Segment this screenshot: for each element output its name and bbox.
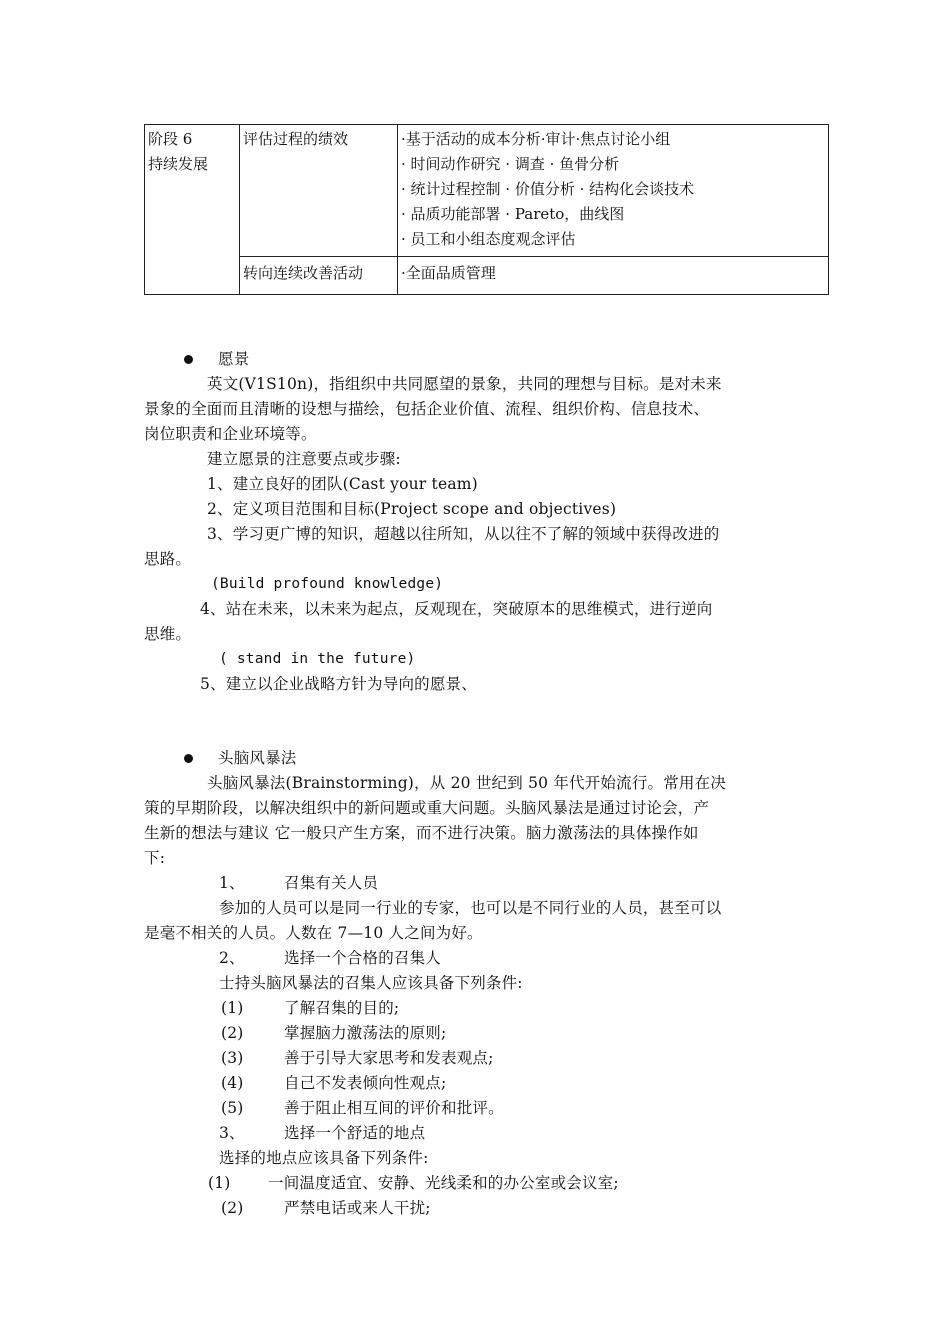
sub-number: (1) [221, 999, 244, 1017]
list-number: 3、 [219, 1124, 245, 1142]
section-heading: 头脑风暴法 [218, 749, 297, 767]
list-item: 选择一个舒适的地点 [284, 1124, 426, 1142]
step-cell: 转向连续改善活动 [240, 257, 398, 295]
paragraph-line: 士持头脑风暴法的召集人应该具备下列条件: [219, 974, 523, 992]
sub-item: 一间温度适宜、安静、光线柔和的办公室或会议室; [268, 1174, 619, 1192]
paragraph-line: 头脑风暴法(Brainstorming)，从 20 世纪到 50 年代开始流行。常用在决 [207, 774, 727, 792]
sub-item: 了解召集的目的; [284, 999, 400, 1017]
stage-table [144, 124, 829, 295]
sub-item: 善于引导大家思考和发表观点; [284, 1049, 494, 1067]
sub-number: (4) [221, 1074, 244, 1092]
list-number: 1、 [219, 874, 245, 892]
tool-line: · 时间动作研究 · 调查 · 鱼骨分析 [401, 155, 620, 173]
paragraph-line: 是毫不相关的人员。人数在 7—10 人之间为好。 [144, 924, 483, 942]
sub-item: 掌握脑力激荡法的原则; [284, 1024, 447, 1042]
sub-number: (2) [221, 1024, 244, 1042]
sub-number: (3) [221, 1049, 244, 1067]
tools-cell: ·全面品质管理 [398, 257, 829, 295]
tools-cell [398, 125, 829, 257]
list-item: 思路。 [144, 550, 192, 568]
list-item: 召集有关人员 [284, 874, 379, 892]
sub-item: 严禁电话或来人干扰; [284, 1199, 431, 1217]
list-item: 选择一个合格的召集人 [284, 949, 442, 967]
paragraph-line: 岗位职责和企业环境等。 [144, 425, 317, 443]
step-cell: 评估过程的绩效 [240, 125, 398, 257]
sub-number: (5) [221, 1099, 244, 1117]
stage-name: 持续发展 [148, 155, 209, 173]
sub-item: 善于阻止相互间的评价和批评。 [284, 1099, 504, 1117]
table-row [145, 125, 829, 257]
list-item: 5、建立以企业战略方针为导向的愿景、 [200, 675, 477, 693]
list-item: 1、建立良好的团队(Cast your team) [207, 475, 478, 493]
english-note: ( stand in the future) [219, 651, 416, 667]
paragraph-line: 英文(V1S10n)，指组织中共同愿望的景象，共同的理想与目标。是对未来 [207, 375, 722, 393]
list-item: 思维。 [144, 625, 192, 643]
tool-line: · 员工和小组态度观念评估 [401, 230, 576, 248]
paragraph-line: 建立愿景的注意要点或步骤: [207, 450, 401, 468]
sub-number: (2) [221, 1199, 244, 1217]
paragraph-line: 景象的全面而且清晰的设想与描绘，包括企业价值、流程、组织价构、信息技术、 [144, 400, 710, 418]
stage-cell [145, 125, 240, 295]
sub-number: (1) [208, 1174, 231, 1192]
list-item: 4、站在未来，以未来为起点，反观现在，突破原本的思维模式，进行逆向 [200, 600, 713, 618]
english-note: (Build profound knowledge) [211, 576, 444, 592]
list-item: 3、学习更广博的知识，超越以往所知，从以往不了解的领域中获得改进的 [207, 525, 720, 543]
tool-line: · 品质功能部署 · Pareto，曲线图 [401, 205, 625, 223]
paragraph-line: 选择的地点应该具备下列条件: [219, 1149, 429, 1167]
bullet-icon [184, 355, 193, 364]
bullet-icon [184, 754, 193, 763]
sub-item: 自己不发表倾向性观点; [284, 1074, 447, 1092]
paragraph-line: 参加的人员可以是同一行业的专家，也可以是不同行业的人员，甚至可以 [219, 899, 722, 917]
section-heading: 愿景 [218, 350, 250, 368]
paragraph-line: 下: [144, 849, 166, 867]
tool-line: · 统计过程控制 · 价值分析 · 结构化会谈技术 [401, 180, 695, 198]
paragraph-line: 策的早期阶段，以解决组织中的新问题或重大问题。头脑风暴法是通过讨论会，产 [144, 799, 710, 817]
list-number: 2、 [219, 949, 245, 967]
tool-line: ·基于活动的成本分析·审计·焦点讨论小组 [401, 130, 671, 148]
paragraph-line: 生新的想法与建议 它一般只产生方案，而不进行决策。脑力激荡法的具体操作如 [144, 824, 699, 842]
table-row [145, 257, 829, 295]
list-item: 2、定义项目范围和目标(Project scope and objectives) [207, 500, 617, 518]
stage-label: 阶段 6 [148, 130, 193, 148]
